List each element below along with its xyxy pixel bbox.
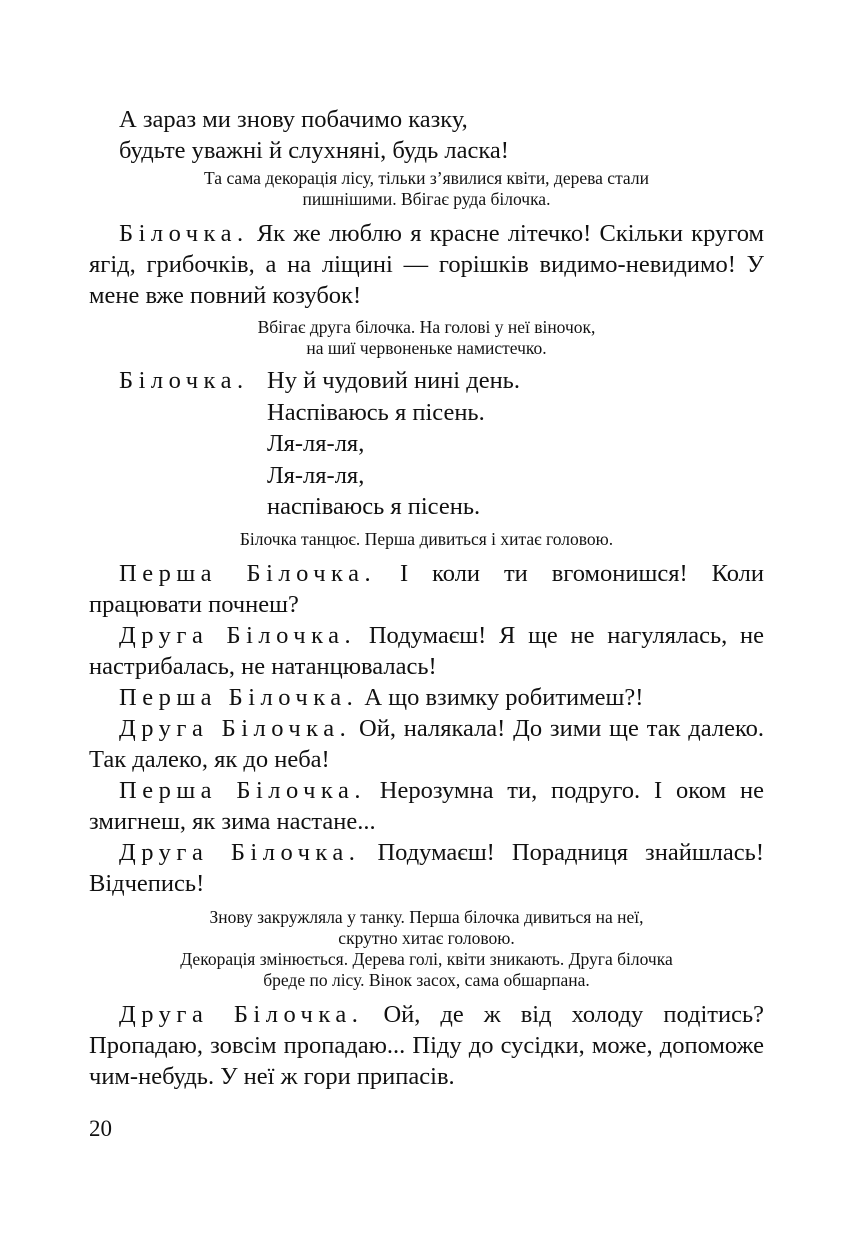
speech-text: І коли ти вгомонишся! Коли працювати почнеш? — [89, 559, 764, 618]
dialogue-paragraph — [89, 713, 764, 775]
speech-text: А що взимку робитимеш?! — [358, 683, 644, 711]
dialogue-paragraph — [89, 620, 764, 682]
speaker-name: Друга Білочка. — [119, 621, 357, 649]
speech-text: Ой, налякала! До зими ще так далеко. Так далеко, як до неба! — [89, 714, 764, 773]
dialogue-paragraph — [89, 558, 764, 620]
speech-text: Подумаєш! Я ще не нагулялась, не настрибалась, не натанцювалась! — [89, 621, 764, 680]
song-line: Ля-ля-ля, — [267, 461, 365, 489]
song-lines — [267, 365, 520, 523]
intro-verse — [89, 104, 764, 166]
page-body — [89, 104, 764, 1092]
stage-line: бреде по лісу. Вінок засох, сама обшарпана. — [263, 969, 590, 990]
dialogue-paragraph — [89, 999, 764, 1092]
speaker-name: Перша Білочка. — [119, 776, 366, 804]
song-line: Ля-ля-ля, — [267, 430, 365, 457]
stage-line: Та сама декорація лісу, тільки з’явилися квіти, дерева стали — [204, 168, 649, 188]
speaker-name: Друга Білочка. — [119, 714, 352, 742]
stage-line: на шиї червоненьке намистечко. — [306, 338, 547, 358]
song-line: Ну й чудовий нині день. — [267, 367, 520, 394]
dialogue-paragraph — [89, 218, 764, 311]
stage-direction — [89, 168, 764, 210]
song-line: наспіваюсь я пісень. — [267, 493, 481, 520]
speech-text: Як же люблю я красне літечко! Скільки кругом ягід, грибочків, а на ліщині — горішків видимо-невидимо! У мене вже повний козубок! — [89, 220, 764, 309]
song-line: Наспіваюсь я пісень. — [267, 398, 485, 426]
stage-line: пишнішими. Вбігає руда білочка. — [302, 189, 551, 209]
speaker-name: Друга Білочка. — [119, 838, 361, 866]
speaker-name: Білочка. — [119, 220, 249, 247]
speech-text: Подумаєш! Порадниця знайшлась! Відчепись! — [89, 838, 764, 897]
song-block — [119, 365, 764, 523]
speech-text: Нерозумна ти, подруго. І оком не змигнеш, як зима настане... — [89, 776, 764, 835]
stage-direction — [89, 317, 764, 359]
stage-direction — [89, 529, 764, 550]
stage-line: Білочка танцює. Перша дивиться і хитає головою. — [239, 528, 614, 549]
stage-line: скрутно хитає головою. — [338, 927, 515, 948]
dialogue-paragraph — [89, 837, 764, 899]
page-number: 20 — [89, 1116, 112, 1141]
intro-line: будьте уважні й слухняні, будь ласка! — [119, 137, 509, 164]
speech-text: Ой, де ж від холоду подітись? Пропадаю, зовсім пропадаю... Піду до сусідки, може, допоможе чим-небудь. У неї ж гори припасів. — [89, 1000, 765, 1090]
dialogue-paragraph — [89, 775, 764, 837]
dialogue-paragraph — [89, 682, 764, 713]
intro-line: А зараз ми знову побачимо казку, — [119, 106, 468, 133]
stage-line: Знову закружляла у танку. Перша білочка дивиться на неї, — [209, 906, 644, 927]
speaker-name: Друга Білочка. — [119, 1000, 364, 1028]
speaker-name: Перша Білочка. — [119, 559, 377, 587]
stage-line: Декорація змінюється. Дерева голі, квіти зникають. Друга білочка — [180, 948, 673, 969]
stage-direction — [89, 907, 764, 991]
speaker-name: Перша Білочка. — [119, 683, 359, 711]
speaker-name: Білочка. — [119, 367, 249, 394]
stage-line: Вбігає друга білочка. На голові у неї віночок, — [257, 317, 596, 337]
